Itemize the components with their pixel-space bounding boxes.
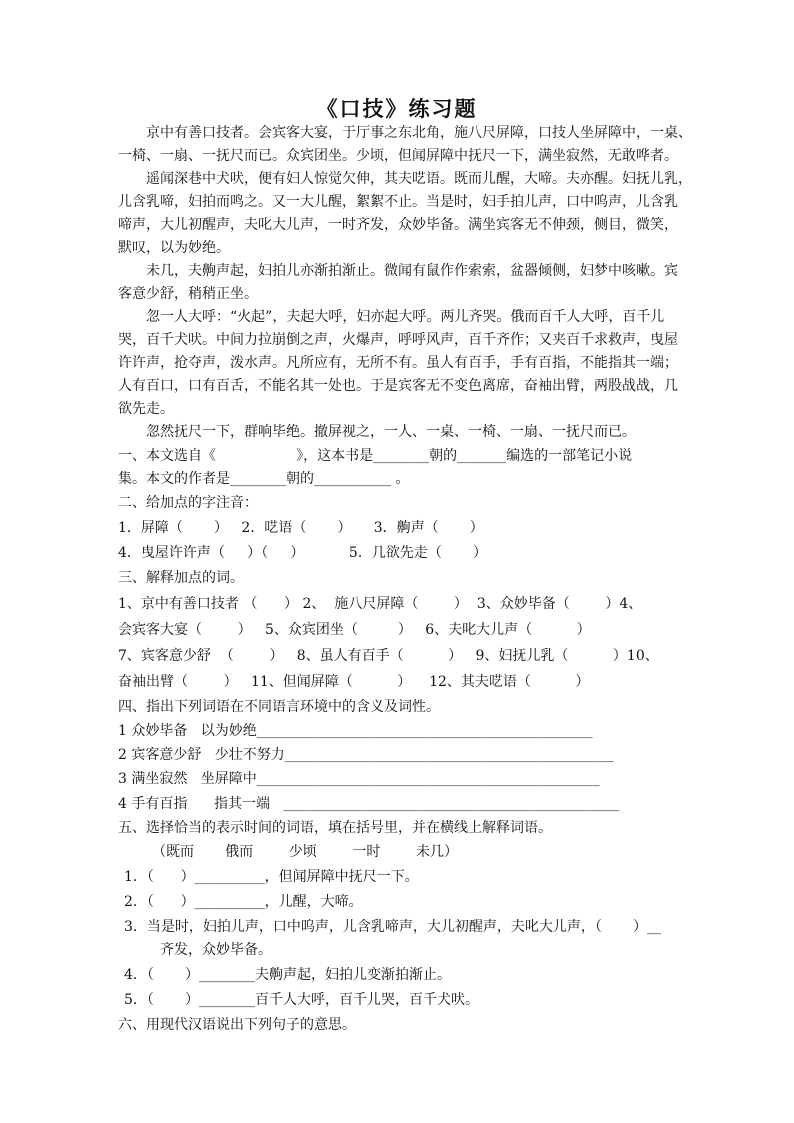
question-5-item: 2．（ ）__________，儿醒，大啼。 [124,894,363,910]
question-1-line: 一、本文选自《 》，这本书是________朝的_______编选的一部笔记小说 [118,448,633,464]
passage-line: 许许声，抢夺声，泼水声。凡所应有，无所不有。虽人有百手，手有百指，不能指其一端； [118,355,678,371]
question-4-item: 4 手有百指 指其一端 ________________________________________________ [118,796,620,812]
question-5-item-continued: 齐发，众妙毕备。 [160,942,272,958]
page-title: 《口技》练习题 [316,96,478,121]
question-5-item: 3．当是时，妇拍儿声，口中呜声，儿含乳啼声，大儿初醒声，夫叱大儿声，（ ）__ [124,919,662,935]
passage-line: 京中有善口技者。会宾客大宴，于厅事之东北角，施八尺屏障，口技人坐屏障中，一桌、 [146,125,692,141]
passage-line: 忽一人大呼：“火起”，夫起大呼，妇亦起大呼。两儿齐哭。俄而百千人大呼，百千儿 [146,309,665,325]
question-4-item: 2 宾客意少舒 少壮不努力_______________________________________________ [118,747,614,763]
passage-line: 未几，夫齁声起，妇拍儿亦渐拍渐止。微闻有鼠作作索索，盆器倾侧，妇梦中咳嗽。宾 [146,263,678,279]
passage-line: 忽然抚尺一下，群响毕绝。撤屏视之，一人、一桌、一椅、一扇、一抚尺而已。 [146,424,636,440]
question-5-heading: 五、选择恰当的表示时间的词语，填在括号里，并在横线上解释词语。 [118,820,552,836]
question-2-item: 4．曳屋许许声（ ）（ ） 5．几欲先走（ ） [118,545,487,561]
question-4-item: 3 满坐寂然 坐屏障中_________________________________________________ [118,771,600,787]
passage-line: 哭，百千犬吠。中间力拉崩倒之声，火爆声，呼呼风声，百千齐作；又夹百千求救声，曳屋 [118,332,678,348]
passage-line: 儿含乳啼，妇拍而鸣之。又一大儿醒，絮絮不止。当是时，妇手拍儿声，口中呜声，儿含乳 [118,194,678,210]
question-2-item: 1．屏障（ ） 2．呓语（ ） 3．齁声（ ） [118,520,484,536]
question-4-item: 1 众妙毕备 以为妙绝________________________________________________ [118,723,593,739]
passage-line: 一椅、一扇、一抚尺而已。众宾团坐。少顷，但闻屏障中抚尺一下，满坐寂然，无敢哗者。 [118,148,678,164]
passage-line: 欲先走。 [118,401,174,417]
question-2-heading: 二、给加点的字注音： [118,495,258,511]
question-3-item: 1、京中有善口技者 （ ） 2、 施八尺屏障（ ） 3、众妙毕备（ ）4、 [118,596,643,612]
question-6-heading: 六、用现代汉语说出下列句子的意思。 [118,1017,356,1033]
passage-line: 人有百口，口有百舌，不能名其一处也。于是宾客无不变色离席，奋袖出臂，两股战战，几 [118,378,678,394]
question-5-item: 5．（ ）________百千人大呼，百千儿哭，百千犬吠。 [124,992,480,1008]
question-3-item: 7、宾客意少舒 （ ） 8、虽人有百手（ ） 9、妇抚儿乳（ ）10、 [118,648,659,664]
question-3-item: 会宾客大宴（ ） 5、众宾团坐（ ） 6、夫叱大儿声（ ） [118,622,591,638]
passage-line: 默叹，以为妙绝。 [118,240,230,256]
question-4-heading: 四、指出下列词语在不同语言环境中的含义及词性。 [118,699,440,715]
passage-line: 客意少舒，稍稍正坐。 [118,286,258,302]
question-5-word-options: （既而 俄而 少顷 一时 未几） [152,844,458,860]
question-1-line: 集。本文的作者是________朝的___________ 。 [118,471,410,487]
question-3-item: 奋袖出臂（ ） 11、但闻屏障（ ） 12、其夫呓语（ ） [118,674,590,690]
passage-line: 遥闻深巷中犬吠，便有妇人惊觉欠伸，其夫呓语。既而儿醒，大啼。夫亦醒。妇抚儿乳， [146,171,692,187]
passage-line: 啼声，大儿初醒声，夫叱大儿声，一时齐发，众妙毕备。满坐宾客无不伸颈，侧目，微笑， [118,217,678,233]
question-5-item: 1．（ ）__________，但闻屏障中抚尺一下。 [124,869,419,885]
question-5-item: 4．（ ）________夫齁声起，妇拍儿变渐拍渐止。 [124,967,452,983]
question-3-heading: 三、解释加点的词。 [118,570,244,586]
